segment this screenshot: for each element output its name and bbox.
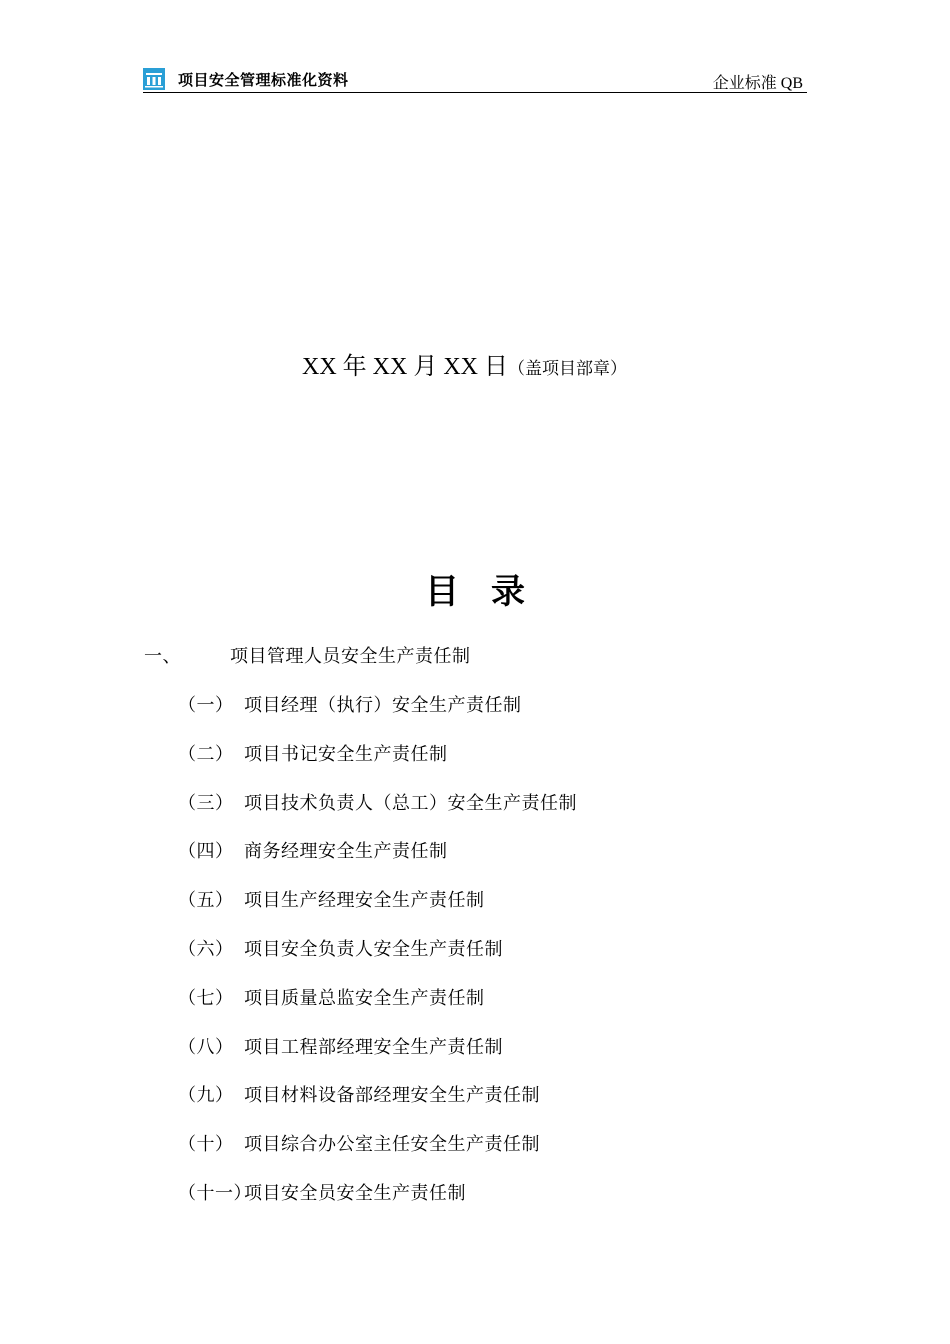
toc-item-label: 项目质量总监安全生产责任制 [244, 988, 485, 1008]
toc-item-number: （十一） [178, 1183, 252, 1203]
stamp-note: （盖项目部章） [508, 359, 627, 378]
company-logo-icon [143, 68, 165, 90]
toc-item-number: （六） [178, 939, 234, 959]
toc-item-number: （二） [178, 744, 234, 764]
toc-item-label: 项目安全负责人安全生产责任制 [244, 939, 503, 959]
toc-item-label: 项目工程部经理安全生产责任制 [244, 1037, 503, 1057]
toc-item-number: （八） [178, 1037, 234, 1057]
date-line [302, 346, 627, 381]
toc-item-label: 项目经理（执行）安全生产责任制 [244, 695, 522, 715]
toc-item-label: 项目安全员安全生产责任制 [244, 1183, 466, 1203]
toc-item-number: （十） [178, 1134, 234, 1154]
toc-item-number: （三） [178, 793, 234, 813]
toc-item-number: （七） [178, 988, 234, 1008]
toc-item-number: （一） [178, 695, 234, 715]
toc-title: 目录 [425, 572, 557, 612]
header-title: 项目安全管理标准化资料 [178, 71, 349, 89]
toc-section-label: 项目管理人员安全生产责任制 [230, 646, 471, 666]
header-standard-label: 企业标准 QB [712, 75, 803, 92]
page-header [143, 66, 807, 93]
toc-item-label: 项目技术负责人（总工）安全生产责任制 [244, 793, 577, 813]
date-text: XX 年 XX 月 XX 日 [302, 354, 508, 380]
toc-item-label: 项目书记安全生产责任制 [244, 744, 448, 764]
toc-item-label: 商务经理安全生产责任制 [244, 841, 448, 861]
toc-item-label: 项目材料设备部经理安全生产责任制 [244, 1085, 540, 1105]
toc-item-number: （四） [178, 841, 234, 861]
toc-item-number: （五） [178, 890, 234, 910]
toc-item-label: 项目综合办公室主任安全生产责任制 [244, 1134, 540, 1154]
toc-item-label: 项目生产经理安全生产责任制 [244, 890, 485, 910]
toc-section-number: 一、 [144, 646, 181, 666]
toc-item-number: （九） [178, 1085, 234, 1105]
